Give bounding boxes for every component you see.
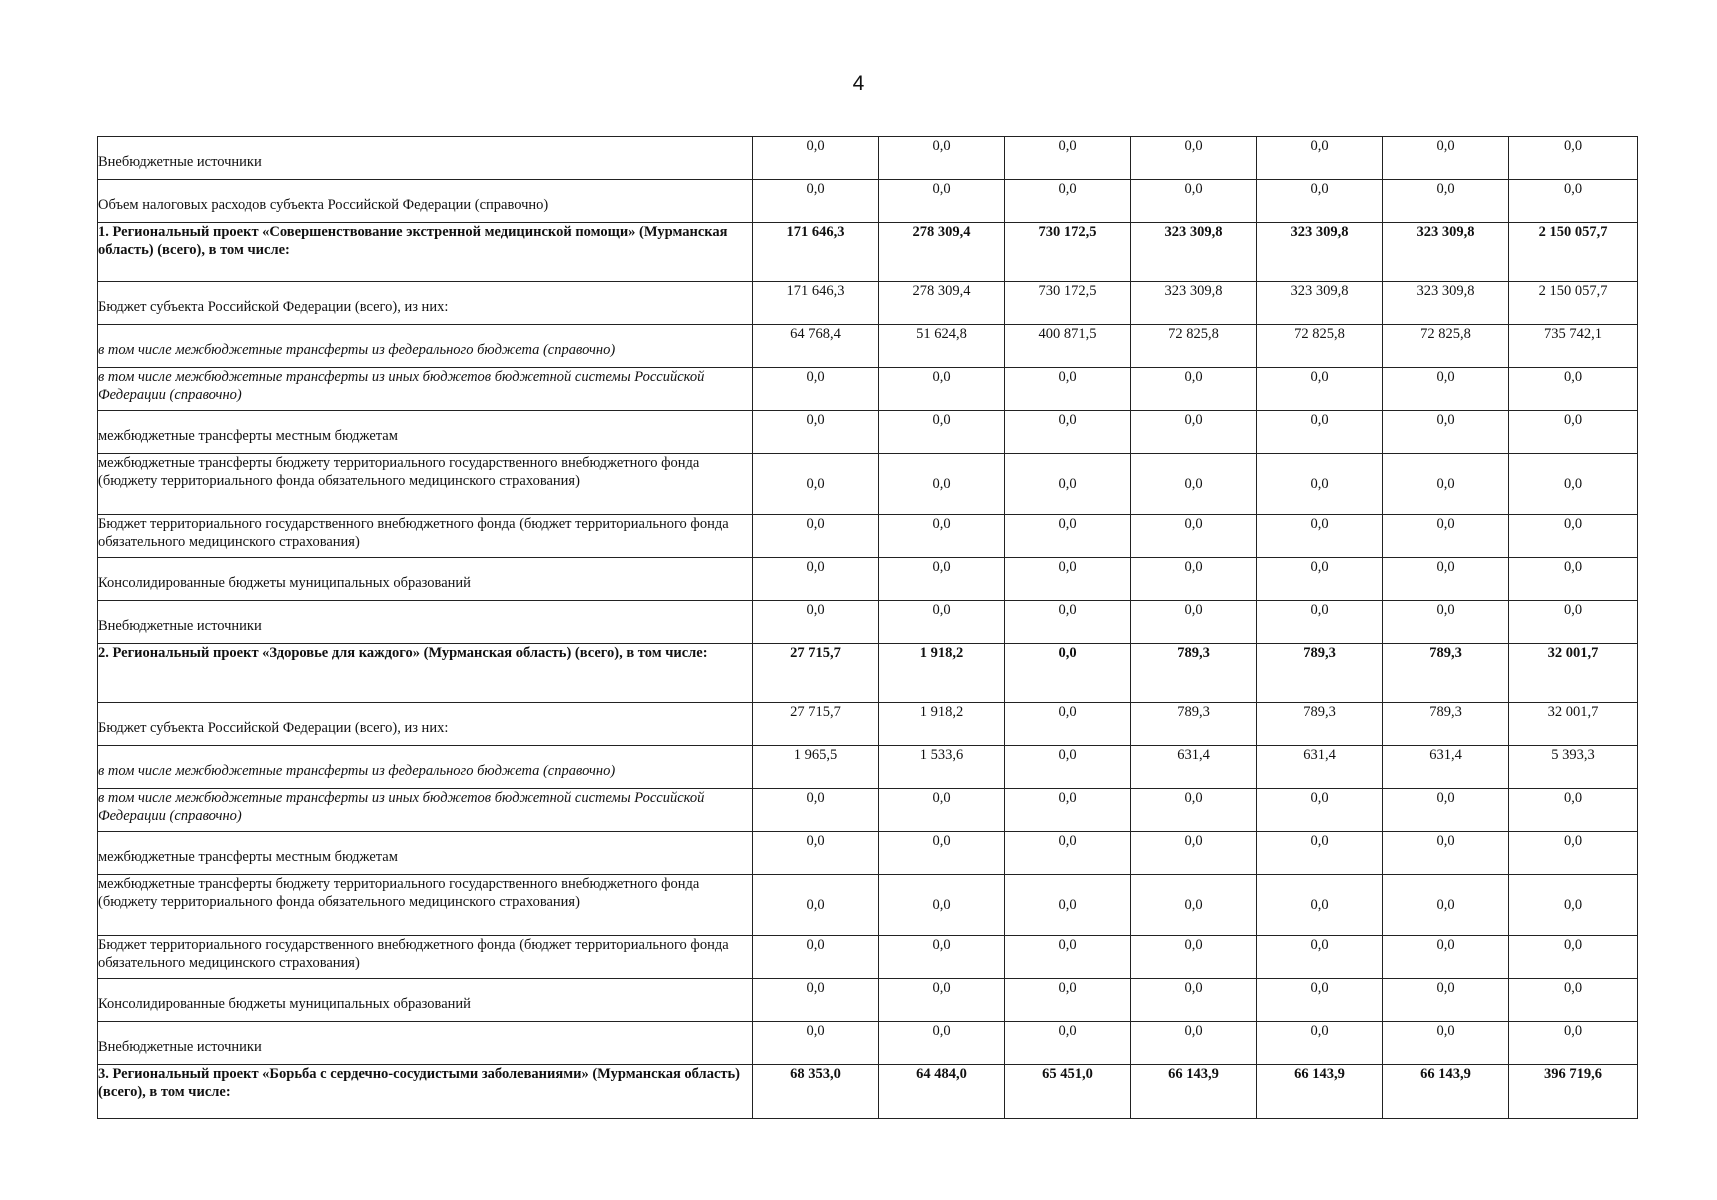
value-cell: 0,0 xyxy=(1005,1022,1131,1065)
value-cell: 0,0 xyxy=(1383,979,1509,1022)
value-cell: 72 825,8 xyxy=(1383,325,1509,368)
value-cell: 0,0 xyxy=(879,558,1005,601)
value-cell: 0,0 xyxy=(879,979,1005,1022)
table-row xyxy=(98,282,1638,325)
table-row xyxy=(98,515,1638,558)
value-cell: 2 150 057,7 xyxy=(1509,282,1638,325)
value-cell: 1 965,5 xyxy=(753,746,879,789)
value-cell: 0,0 xyxy=(1257,875,1383,936)
value-cell: 323 309,8 xyxy=(1131,282,1257,325)
value-cell: 789,3 xyxy=(1257,644,1383,703)
row-label: Бюджет субъекта Российской Федерации (всего), из них: xyxy=(98,703,753,746)
row-label: 3. Региональный проект «Борьба с сердечно-сосудистыми заболеваниями» (Мурманская область) (всего), в том числе: xyxy=(98,1065,753,1119)
value-cell: 32 001,7 xyxy=(1509,703,1638,746)
value-cell: 1 918,2 xyxy=(879,644,1005,703)
value-cell: 323 309,8 xyxy=(1383,223,1509,282)
table-row xyxy=(98,1065,1638,1119)
value-cell: 171 646,3 xyxy=(753,223,879,282)
value-cell: 0,0 xyxy=(1509,558,1638,601)
value-cell: 0,0 xyxy=(1383,411,1509,454)
value-cell: 0,0 xyxy=(1509,601,1638,644)
value-cell: 0,0 xyxy=(753,601,879,644)
value-cell: 0,0 xyxy=(879,789,1005,832)
value-cell: 0,0 xyxy=(753,180,879,223)
value-cell: 0,0 xyxy=(1257,137,1383,180)
value-cell: 0,0 xyxy=(879,454,1005,515)
row-label: в том числе межбюджетные трансферты из иных бюджетов бюджетной системы Российской Федерации (справочно) xyxy=(98,789,753,832)
value-cell: 68 353,0 xyxy=(753,1065,879,1119)
value-cell: 0,0 xyxy=(1509,137,1638,180)
budget-table xyxy=(97,136,1638,1119)
value-cell: 0,0 xyxy=(1005,644,1131,703)
value-cell: 0,0 xyxy=(1005,979,1131,1022)
table-row xyxy=(98,411,1638,454)
value-cell: 278 309,4 xyxy=(879,223,1005,282)
value-cell: 0,0 xyxy=(1005,368,1131,411)
value-cell: 0,0 xyxy=(1257,515,1383,558)
value-cell: 0,0 xyxy=(1005,558,1131,601)
value-cell: 0,0 xyxy=(1131,515,1257,558)
table-row xyxy=(98,936,1638,979)
value-cell: 323 309,8 xyxy=(1257,223,1383,282)
table-row xyxy=(98,223,1638,282)
value-cell: 396 719,6 xyxy=(1509,1065,1638,1119)
value-cell: 32 001,7 xyxy=(1509,644,1638,703)
row-label: Консолидированные бюджеты муниципальных образований xyxy=(98,558,753,601)
value-cell: 0,0 xyxy=(1005,601,1131,644)
value-cell: 0,0 xyxy=(1131,936,1257,979)
value-cell: 0,0 xyxy=(1131,558,1257,601)
value-cell: 0,0 xyxy=(1383,789,1509,832)
value-cell: 0,0 xyxy=(879,832,1005,875)
value-cell: 0,0 xyxy=(1509,936,1638,979)
table-row xyxy=(98,1022,1638,1065)
value-cell: 0,0 xyxy=(1131,180,1257,223)
value-cell: 0,0 xyxy=(1257,454,1383,515)
value-cell: 0,0 xyxy=(879,1022,1005,1065)
value-cell: 0,0 xyxy=(1257,789,1383,832)
value-cell: 0,0 xyxy=(879,180,1005,223)
value-cell: 0,0 xyxy=(1383,875,1509,936)
value-cell: 735 742,1 xyxy=(1509,325,1638,368)
value-cell: 0,0 xyxy=(1509,515,1638,558)
value-cell: 0,0 xyxy=(753,832,879,875)
value-cell: 2 150 057,7 xyxy=(1509,223,1638,282)
budget-table-body xyxy=(98,137,1638,1119)
value-cell: 0,0 xyxy=(1005,411,1131,454)
value-cell: 72 825,8 xyxy=(1257,325,1383,368)
row-label: Бюджет территориального государственного внебюджетного фонда (бюджет территориального фонда обязательного медицинского страхования) xyxy=(98,515,753,558)
row-label: межбюджетные трансферты бюджету территориального государственного внебюджетного фонда (бюджету территориального фонда обязательного медицинского страхования) xyxy=(98,454,753,515)
value-cell: 0,0 xyxy=(1005,875,1131,936)
value-cell: 0,0 xyxy=(753,454,879,515)
value-cell: 0,0 xyxy=(1131,875,1257,936)
value-cell: 0,0 xyxy=(1257,601,1383,644)
table-row xyxy=(98,368,1638,411)
value-cell: 631,4 xyxy=(1131,746,1257,789)
value-cell: 64 484,0 xyxy=(879,1065,1005,1119)
value-cell: 0,0 xyxy=(1257,832,1383,875)
value-cell: 66 143,9 xyxy=(1383,1065,1509,1119)
row-label: Объем налоговых расходов субъекта Российской Федерации (справочно) xyxy=(98,180,753,223)
value-cell: 0,0 xyxy=(1257,368,1383,411)
value-cell: 0,0 xyxy=(1509,368,1638,411)
row-label: Бюджет субъекта Российской Федерации (всего), из них: xyxy=(98,282,753,325)
value-cell: 65 451,0 xyxy=(1005,1065,1131,1119)
value-cell: 631,4 xyxy=(1383,746,1509,789)
value-cell: 64 768,4 xyxy=(753,325,879,368)
value-cell: 0,0 xyxy=(1131,454,1257,515)
value-cell: 0,0 xyxy=(1131,137,1257,180)
table-row xyxy=(98,325,1638,368)
value-cell: 72 825,8 xyxy=(1131,325,1257,368)
value-cell: 0,0 xyxy=(1131,368,1257,411)
row-label: в том числе межбюджетные трансферты из иных бюджетов бюджетной системы Российской Федерации (справочно) xyxy=(98,368,753,411)
value-cell: 0,0 xyxy=(1257,411,1383,454)
value-cell: 0,0 xyxy=(879,936,1005,979)
value-cell: 631,4 xyxy=(1257,746,1383,789)
row-label: в том числе межбюджетные трансферты из федерального бюджета (справочно) xyxy=(98,746,753,789)
value-cell: 171 646,3 xyxy=(753,282,879,325)
table-row xyxy=(98,137,1638,180)
value-cell: 0,0 xyxy=(1383,1022,1509,1065)
value-cell: 0,0 xyxy=(753,875,879,936)
value-cell: 0,0 xyxy=(1005,180,1131,223)
value-cell: 0,0 xyxy=(753,1022,879,1065)
table-row xyxy=(98,558,1638,601)
table-row xyxy=(98,979,1638,1022)
value-cell: 0,0 xyxy=(879,875,1005,936)
table-row xyxy=(98,601,1638,644)
value-cell: 0,0 xyxy=(1383,180,1509,223)
value-cell: 66 143,9 xyxy=(1131,1065,1257,1119)
row-label: 1. Региональный проект «Совершенствование экстренной медицинской помощи» (Мурманская область) (всего), в том числе: xyxy=(98,223,753,282)
row-label: Консолидированные бюджеты муниципальных образований xyxy=(98,979,753,1022)
value-cell: 323 309,8 xyxy=(1257,282,1383,325)
value-cell: 0,0 xyxy=(753,789,879,832)
value-cell: 0,0 xyxy=(1509,789,1638,832)
row-label: Внебюджетные источники xyxy=(98,601,753,644)
value-cell: 789,3 xyxy=(1383,703,1509,746)
table-row xyxy=(98,875,1638,936)
table-row xyxy=(98,789,1638,832)
row-label: Внебюджетные источники xyxy=(98,1022,753,1065)
value-cell: 0,0 xyxy=(879,137,1005,180)
value-cell: 27 715,7 xyxy=(753,644,879,703)
value-cell: 1 918,2 xyxy=(879,703,1005,746)
row-label: межбюджетные трансферты бюджету территориального государственного внебюджетного фонда (бюджету территориального фонда обязательного медицинского страхования) xyxy=(98,875,753,936)
value-cell: 0,0 xyxy=(1509,1022,1638,1065)
value-cell: 730 172,5 xyxy=(1005,223,1131,282)
value-cell: 0,0 xyxy=(1257,936,1383,979)
value-cell: 0,0 xyxy=(1131,1022,1257,1065)
value-cell: 323 309,8 xyxy=(1131,223,1257,282)
table-row xyxy=(98,703,1638,746)
table-row xyxy=(98,832,1638,875)
row-label: в том числе межбюджетные трансферты из федерального бюджета (справочно) xyxy=(98,325,753,368)
value-cell: 0,0 xyxy=(1131,411,1257,454)
value-cell: 0,0 xyxy=(753,936,879,979)
value-cell: 0,0 xyxy=(1257,1022,1383,1065)
value-cell: 0,0 xyxy=(1005,454,1131,515)
row-label: Внебюджетные источники xyxy=(98,137,753,180)
value-cell: 0,0 xyxy=(1383,936,1509,979)
value-cell: 0,0 xyxy=(1383,137,1509,180)
value-cell: 0,0 xyxy=(1509,411,1638,454)
value-cell: 0,0 xyxy=(753,558,879,601)
value-cell: 0,0 xyxy=(1131,789,1257,832)
value-cell: 0,0 xyxy=(879,411,1005,454)
value-cell: 0,0 xyxy=(1005,746,1131,789)
value-cell: 0,0 xyxy=(1383,832,1509,875)
value-cell: 0,0 xyxy=(1509,875,1638,936)
value-cell: 0,0 xyxy=(1005,789,1131,832)
value-cell: 0,0 xyxy=(1005,137,1131,180)
value-cell: 278 309,4 xyxy=(879,282,1005,325)
value-cell: 5 393,3 xyxy=(1509,746,1638,789)
page-number: 4 xyxy=(852,72,865,95)
table-row xyxy=(98,746,1638,789)
table-row xyxy=(98,454,1638,515)
value-cell: 400 871,5 xyxy=(1005,325,1131,368)
value-cell: 1 533,6 xyxy=(879,746,1005,789)
value-cell: 66 143,9 xyxy=(1257,1065,1383,1119)
value-cell: 0,0 xyxy=(1257,558,1383,601)
value-cell: 0,0 xyxy=(1383,601,1509,644)
value-cell: 0,0 xyxy=(1383,558,1509,601)
row-label: межбюджетные трансферты местным бюджетам xyxy=(98,832,753,875)
value-cell: 0,0 xyxy=(1005,832,1131,875)
value-cell: 0,0 xyxy=(753,137,879,180)
value-cell: 0,0 xyxy=(1509,180,1638,223)
value-cell: 0,0 xyxy=(1005,936,1131,979)
value-cell: 0,0 xyxy=(1383,515,1509,558)
value-cell: 0,0 xyxy=(879,515,1005,558)
value-cell: 0,0 xyxy=(1257,979,1383,1022)
value-cell: 789,3 xyxy=(1257,703,1383,746)
value-cell: 730 172,5 xyxy=(1005,282,1131,325)
value-cell: 789,3 xyxy=(1131,644,1257,703)
value-cell: 0,0 xyxy=(753,515,879,558)
value-cell: 0,0 xyxy=(1005,515,1131,558)
value-cell: 0,0 xyxy=(753,979,879,1022)
value-cell: 323 309,8 xyxy=(1383,282,1509,325)
row-label: 2. Региональный проект «Здоровье для каждого» (Мурманская область) (всего), в том числе: xyxy=(98,644,753,703)
table-row xyxy=(98,644,1638,703)
table-row xyxy=(98,180,1638,223)
value-cell: 0,0 xyxy=(879,368,1005,411)
value-cell: 0,0 xyxy=(1131,601,1257,644)
value-cell: 0,0 xyxy=(753,411,879,454)
row-label: Бюджет территориального государственного внебюджетного фонда (бюджет территориального фонда обязательного медицинского страхования) xyxy=(98,936,753,979)
value-cell: 0,0 xyxy=(1257,180,1383,223)
value-cell: 0,0 xyxy=(1383,454,1509,515)
value-cell: 789,3 xyxy=(1131,703,1257,746)
value-cell: 0,0 xyxy=(1509,832,1638,875)
value-cell: 0,0 xyxy=(1383,368,1509,411)
value-cell: 0,0 xyxy=(1131,832,1257,875)
value-cell: 0,0 xyxy=(1509,979,1638,1022)
row-label: межбюджетные трансферты местным бюджетам xyxy=(98,411,753,454)
value-cell: 789,3 xyxy=(1383,644,1509,703)
value-cell: 0,0 xyxy=(1005,703,1131,746)
value-cell: 51 624,8 xyxy=(879,325,1005,368)
value-cell: 0,0 xyxy=(1509,454,1638,515)
value-cell: 0,0 xyxy=(879,601,1005,644)
value-cell: 0,0 xyxy=(753,368,879,411)
value-cell: 27 715,7 xyxy=(753,703,879,746)
value-cell: 0,0 xyxy=(1131,979,1257,1022)
